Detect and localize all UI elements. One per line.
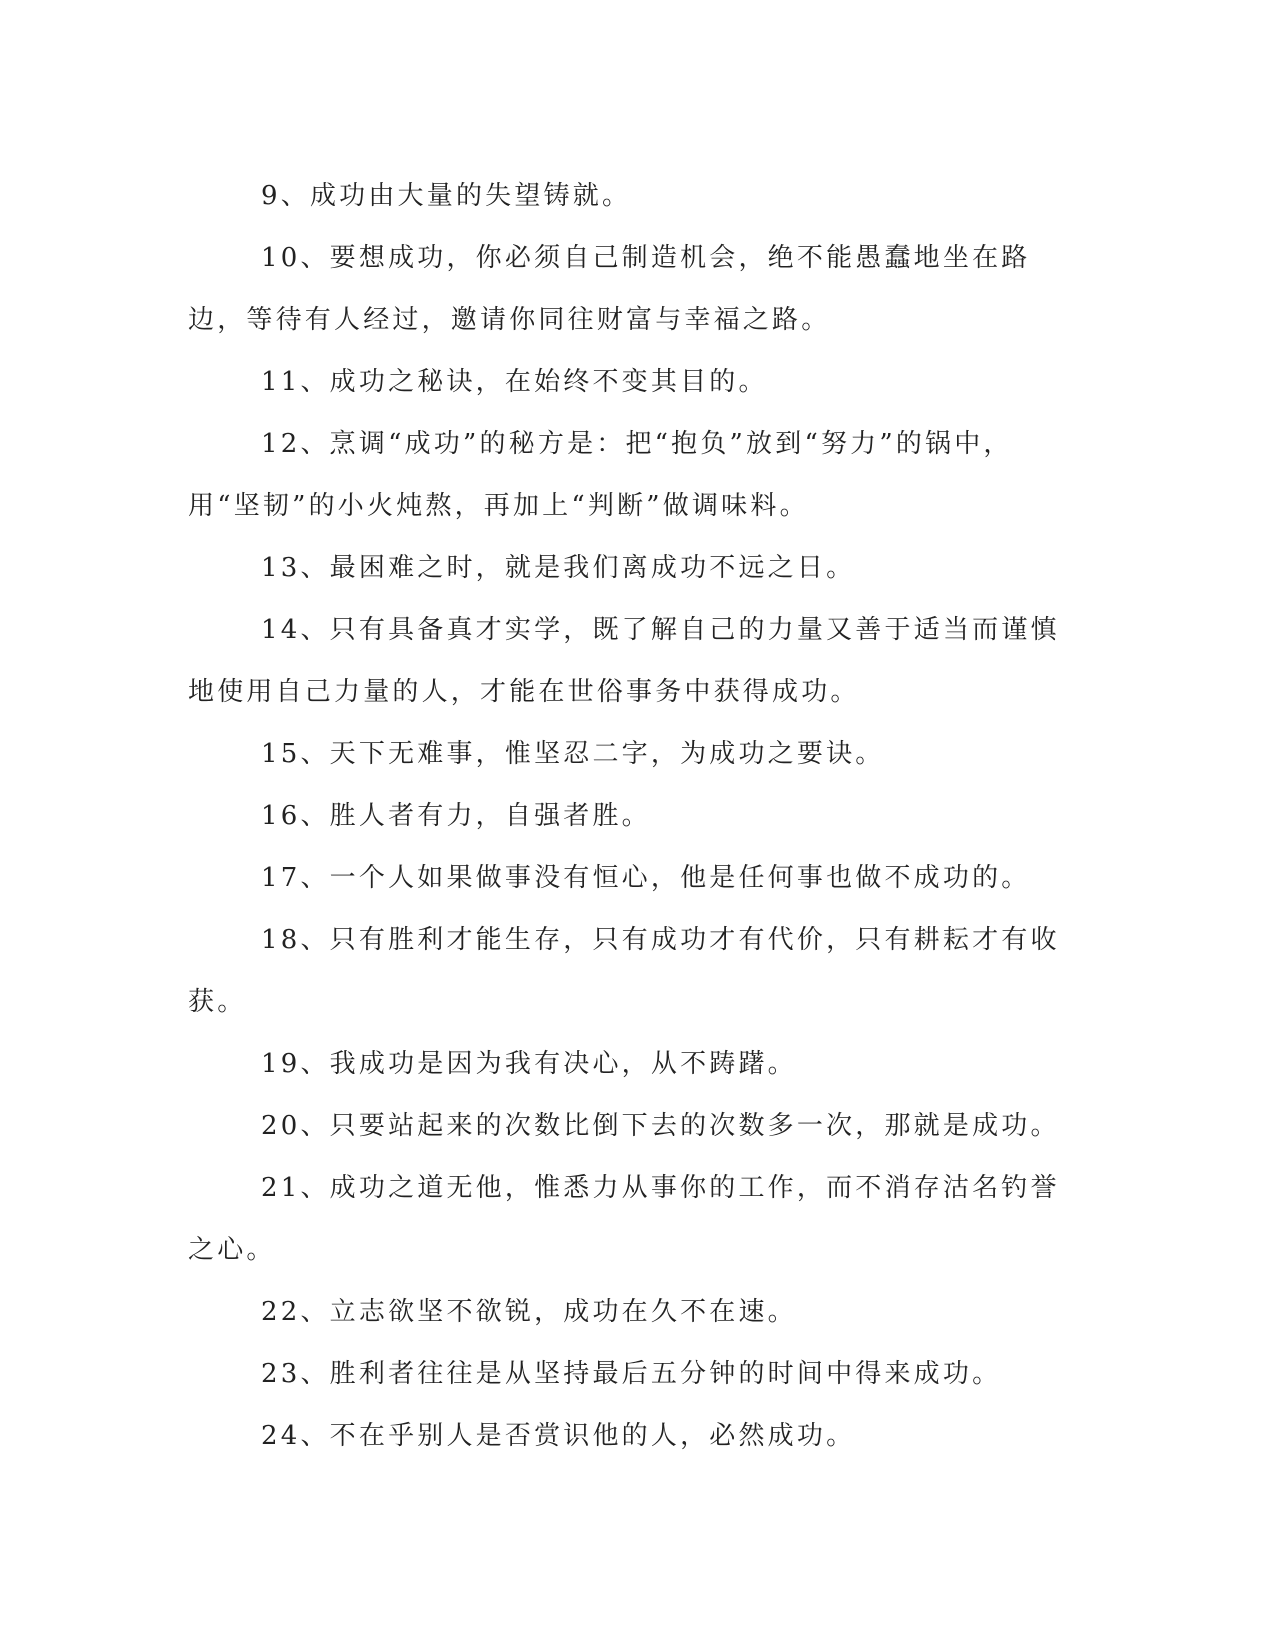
paragraph-16: 16、胜人者有力，自强者胜。 <box>261 801 651 831</box>
paragraph-23: 23、胜利者往往是从坚持最后五分钟的时间中得来成功。 <box>261 1359 1002 1389</box>
paragraph-22: 22、立志欲坚不欲锐，成功在久不在速。 <box>261 1297 797 1327</box>
paragraph-21: 21、成功之道无他，惟悉力从事你的工作，而不消存沽名钓誉之心。 <box>188 1173 1060 1265</box>
document-body <box>188 165 1068 1467</box>
paragraph-19: 19、我成功是因为我有决心，从不踌躇。 <box>261 1049 797 1079</box>
paragraph-18: 18、只有胜利才能生存，只有成功才有代价，只有耕耘才有收获。 <box>188 925 1060 1017</box>
paragraph-10: 10、要想成功，你必须自己制造机会，绝不能愚蠢地坐在路边，等待有人经过，邀请你同往财富与幸福之路。 <box>188 243 1031 335</box>
paragraph-9: 9、成功由大量的失望铸就。 <box>261 181 632 211</box>
paragraph-12: 12、烹调“成功”的秘方是：把“抱负”放到“努力”的锅中，用“坚韧”的小火炖熬，再加上“判断”做调味料。 <box>188 429 1013 521</box>
paragraph-20: 20、只要站起来的次数比倒下去的次数多一次，那就是成功。 <box>261 1111 1060 1141</box>
paragraph-14: 14、只有具备真才实学，既了解自己的力量又善于适当而谨慎地使用自己力量的人，才能在世俗事务中获得成功。 <box>188 615 1060 707</box>
paragraph-15: 15、天下无难事，惟坚忍二字，为成功之要诀。 <box>261 739 885 769</box>
paragraph-17: 17、一个人如果做事没有恒心，他是任何事也做不成功的。 <box>261 863 1031 893</box>
paragraph-24: 24、不在乎别人是否赏识他的人，必然成功。 <box>261 1421 856 1451</box>
paragraph-11: 11、成功之秘诀，在始终不变其目的。 <box>261 367 768 397</box>
paragraph-13: 13、最困难之时，就是我们离成功不远之日。 <box>261 553 856 583</box>
